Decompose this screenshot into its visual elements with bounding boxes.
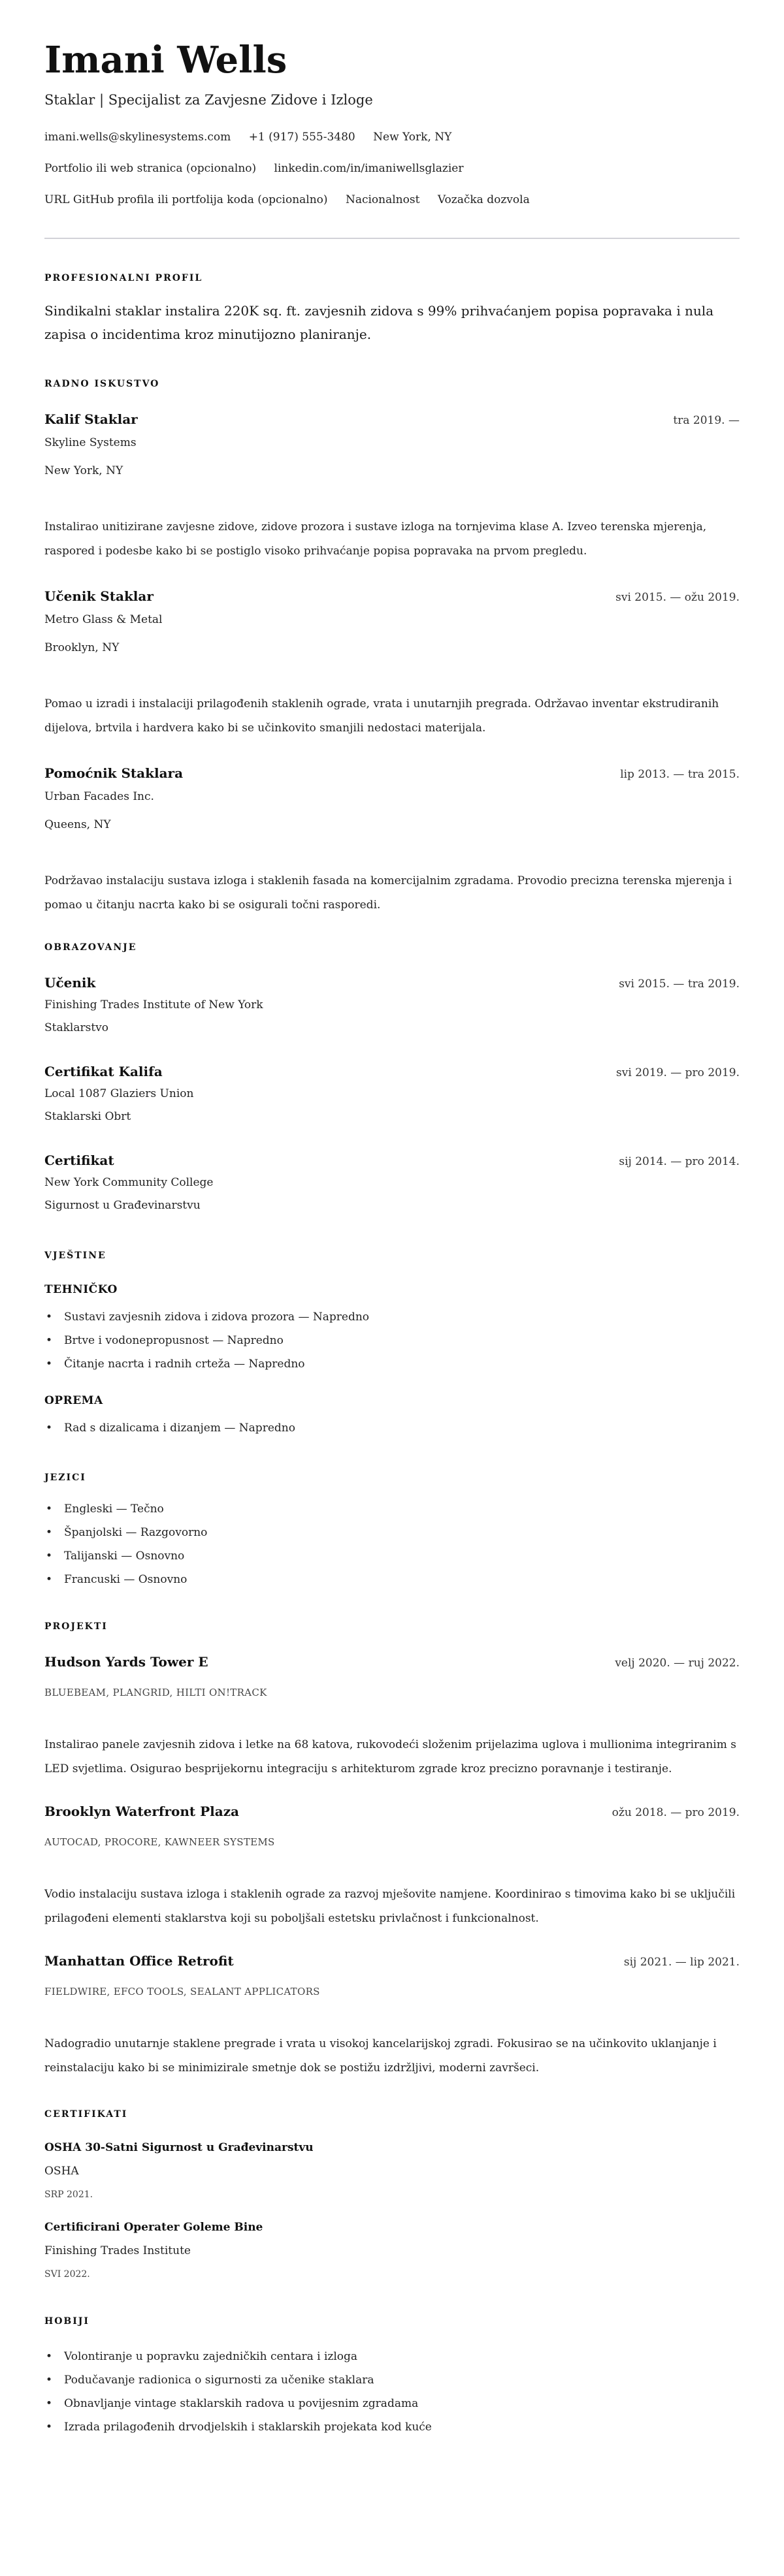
phone-text: +1 (917) 555-3480 — [248, 131, 355, 144]
skill-item: • Čitanje nacrta i radnih crteža — Napredno — [44, 1352, 740, 1376]
header-divider — [44, 238, 740, 239]
skill-item: • Sustavi zavjesnih zidova i zidova prozora — Napredno — [44, 1305, 740, 1329]
institution-name: New York Community College — [44, 1176, 214, 1189]
field-of-study: Staklarstvo — [44, 1021, 109, 1034]
language-item: • Španjolski — Razgovorno — [44, 1521, 740, 1544]
degree-title: Certifikat — [44, 1153, 114, 1168]
education-entry — [44, 974, 740, 1036]
date-range: sij 2014. — pro 2014. — [619, 1155, 740, 1168]
hobbies-section — [44, 2315, 740, 2439]
date-range: lip 2013. — tra 2015. — [620, 768, 740, 781]
section-title: PROFESIONALNI PROFIL — [44, 273, 203, 283]
entry-header — [44, 1802, 740, 1822]
job-entry — [44, 410, 740, 564]
certificate-entry — [44, 2219, 740, 2281]
project-title: Brooklyn Waterfront Plaza — [44, 1804, 240, 1819]
project-entry — [44, 1653, 740, 1781]
entry-header — [44, 1062, 740, 1082]
company-name: Skyline Systems — [44, 436, 137, 449]
resume-header — [44, 39, 740, 208]
profile-section — [44, 272, 740, 346]
entry-header — [44, 1151, 740, 1171]
github-link[interactable]: URL GitHub profila ili portfolija koda (opcionalno) — [44, 193, 328, 206]
certificate-name: OSHA 30-Satni Sigurnost u Građevinarstvu — [44, 2141, 314, 2154]
job-title: Pomoćnik Staklara — [44, 765, 184, 781]
job-description: Podržavao instalaciju sustava izloga i staklenih fasada na komercijalnim zgradama. Provodio precizna terenska mjerenja i pomao u čitanju nacrta kako bi se osigurali točni rasporedi. — [44, 874, 732, 912]
project-tech: BLUEBEAM, PLANGRID, HILTI ON!TRACK — [44, 1687, 267, 1698]
education-section — [44, 941, 740, 1213]
section-title: HOBIJI — [44, 2316, 90, 2327]
entry-header — [44, 1653, 740, 1672]
nationality-text: Nacionalnost — [345, 193, 420, 206]
location-text: New York, NY — [373, 131, 452, 144]
project-entry — [44, 1802, 740, 1931]
certificate-name: Certificirani Operater Goleme Bine — [44, 2221, 263, 2234]
field-of-study: Sigurnost u Građevinarstvu — [44, 1199, 201, 1212]
date-range: ožu 2018. — pro 2019. — [612, 1806, 740, 1819]
license-text: Vozačka dozvola — [437, 193, 530, 206]
field-of-study: Staklarski Obrt — [44, 1110, 131, 1123]
contact-row — [44, 192, 740, 208]
hobby-item: • Podučavanje radionica o sigurnosti za učenike staklara — [44, 2368, 740, 2392]
job-entry — [44, 587, 740, 740]
skill-group-title: OPREMA — [44, 1394, 103, 1407]
certificate-date: SRP 2021. — [44, 2189, 93, 2200]
date-range: velj 2020. — ruj 2022. — [615, 1657, 740, 1670]
job-location: New York, NY — [44, 464, 123, 477]
language-item: • Francuski — Osnovno — [44, 1568, 740, 1591]
date-range: svi 2015. — ožu 2019. — [615, 591, 740, 604]
skills-section — [44, 1249, 740, 1440]
entry-header — [44, 764, 740, 784]
project-description: Instalirao panele zavjesnih zidova i letke na 68 katova, rukovodeći složenim prijelazima uglova i mullionima integriranim s LED svjetlima. Osigurao besprijekornu integraciju s arhitekturom zgrade kroz precizno poravnanje i testiranje. — [44, 1738, 736, 1775]
languages-section — [44, 1471, 740, 1591]
candidate-name: Imani Wells — [44, 39, 287, 82]
project-description: Vodio instalaciju sustava izloga i staklenih ograde za razvoj mješovite namjene. Koordinirao s timovima kako bi se uključili prilagođeni elementi staklarstva koji su poboljšali estetsku privlačnost i funkcionalnost. — [44, 1888, 736, 1925]
section-title: RADNO ISKUSTVO — [44, 379, 160, 389]
institution-name: Local 1087 Glaziers Union — [44, 1087, 194, 1100]
project-tech: AUTOCAD, PROCORE, KAWNEER SYSTEMS — [44, 1836, 275, 1848]
date-range: svi 2019. — pro 2019. — [616, 1066, 740, 1079]
section-title: PROJEKTI — [44, 1621, 108, 1632]
certificate-issuer: OSHA — [44, 2165, 79, 2178]
certificate-entry — [44, 2140, 740, 2201]
certificates-section — [44, 2108, 740, 2281]
certificate-issuer: Finishing Trades Institute — [44, 2244, 191, 2257]
skill-group-title: TEHNIČKO — [44, 1283, 118, 1296]
entry-header — [44, 587, 740, 607]
hobby-item: • Obnavljanje vintage staklarskih radova u povijesnim zgradama — [44, 2392, 740, 2415]
section-title: OBRAZOVANJE — [44, 942, 137, 953]
project-title: Manhattan Office Retrofit — [44, 1953, 234, 1969]
hobby-item: • Volontiranje u popravku zajedničkih centara i izloga — [44, 2345, 740, 2368]
skill-item: • Brtve i vodonepropusnost — Napredno — [44, 1329, 740, 1352]
experience-section — [44, 377, 740, 917]
linkedin-link[interactable]: linkedin.com/in/imaniwellsglazier — [274, 162, 464, 175]
job-description: Pomao u izradi i instalaciji prilagođenih staklenih ograde, vrata i unutarnjih pregrada. Održavao inventar ekstrudiranih dijelova, brtvila i hardvera kako bi se učinkovito smanjili nedostaci materijala. — [44, 697, 719, 735]
project-entry — [44, 1952, 740, 2080]
date-range: sij 2021. — lip 2021. — [623, 1956, 740, 1969]
job-description: Instalirao unitizirane zavjesne zidove, zidove prozora i sustave izloga na tornjevima klase A. Izveo terenska mjerenja, raspored i podesbe kako bi se postiglo visoko prihvaćanje popisa popravaka na prvom pregledu. — [44, 520, 707, 558]
portfolio-link[interactable]: Portfolio ili web stranica (opcionalno) — [44, 162, 257, 175]
project-title: Hudson Yards Tower E — [44, 1654, 208, 1670]
date-range: tra 2019. — — [673, 414, 740, 427]
institution-name: Finishing Trades Institute of New York — [44, 998, 263, 1011]
email-link[interactable]: imani.wells@skylinesystems.com — [44, 131, 231, 144]
project-description: Nadogradio unutarnje staklene pregrade i vrata u visokoj kancelarijskoj zgradi. Fokusirao se na učinkovito uklanjanje i reinstalaciju kako bi se minimizirale smetnje dok se postižu izdržljivi, moderni završeci. — [44, 2037, 717, 2075]
company-name: Urban Facades Inc. — [44, 790, 154, 803]
company-name: Metro Glass & Metal — [44, 613, 163, 626]
degree-title: Učenik — [44, 975, 96, 991]
contact-row — [44, 129, 740, 145]
certificate-date: SVI 2022. — [44, 2269, 90, 2280]
project-tech: FIELDWIRE, EFCO TOOLS, SEALANT APPLICATORS — [44, 1986, 320, 1997]
education-entry — [44, 1062, 740, 1124]
job-title: Učenik Staklar — [44, 588, 154, 604]
profile-summary: Sindikalni staklar instalira 220K sq. ft. zavjesnih zidova s 99% prihvaćanjem popisa popravaka i nula zapisa o incidentima kroz minutijozno planiranje. — [44, 303, 714, 342]
education-entry — [44, 1151, 740, 1213]
skill-item: • Rad s dizalicama i dizanjem — Napredno — [44, 1416, 740, 1440]
job-location: Queens, NY — [44, 818, 111, 831]
date-range: svi 2015. — tra 2019. — [619, 978, 740, 991]
language-item: • Talijanski — Osnovno — [44, 1544, 740, 1568]
job-entry — [44, 764, 740, 917]
job-location: Brooklyn, NY — [44, 641, 120, 654]
job-title: Kalif Staklar — [44, 411, 138, 427]
section-title: JEZICI — [44, 1472, 86, 1483]
candidate-headline: Staklar | Specijalist za Zavjesne Zidove i Izloge — [44, 92, 373, 108]
section-title: VJEŠTINE — [44, 1250, 106, 1261]
hobby-item: • Izrada prilagođenih drvodjelskih i staklarskih projekata kod kuće — [44, 2415, 740, 2439]
contact-row — [44, 161, 740, 176]
language-item: • Engleski — Tečno — [44, 1497, 740, 1521]
entry-header — [44, 974, 740, 993]
entry-header — [44, 410, 740, 430]
section-title: CERTIFIKATI — [44, 2109, 128, 2120]
entry-header — [44, 1952, 740, 1971]
projects-section — [44, 1620, 740, 2080]
degree-title: Certifikat Kalifa — [44, 1064, 163, 1079]
